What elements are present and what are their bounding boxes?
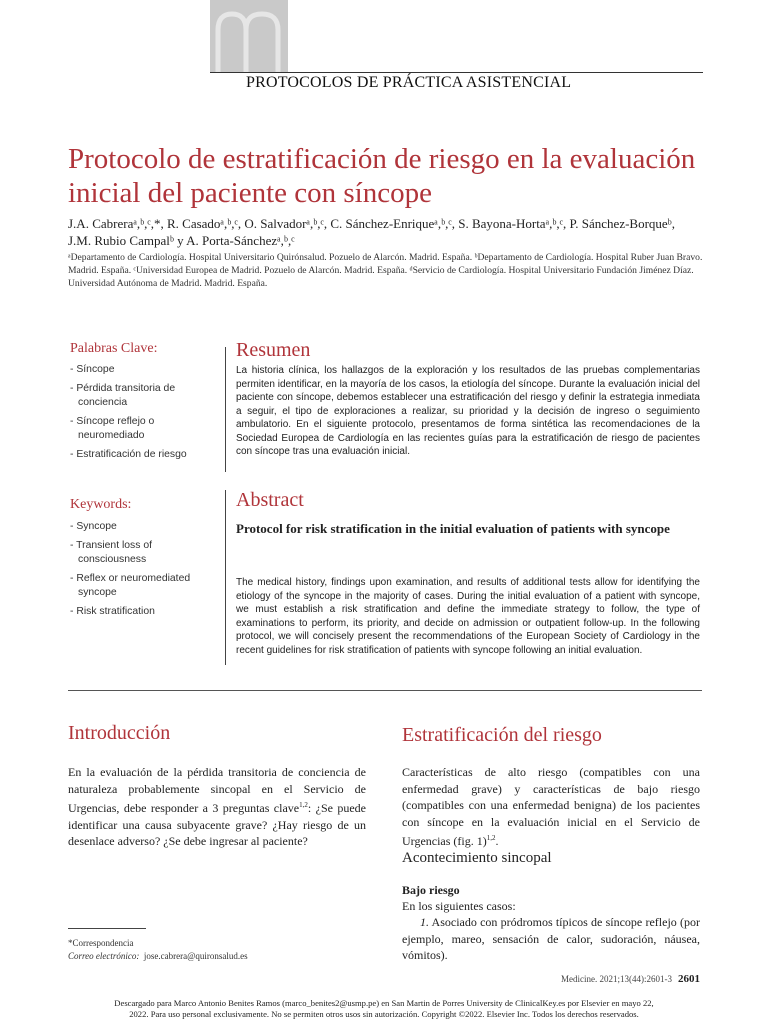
list-item: - Estratificación de riesgo: [70, 449, 187, 460]
column-divider: [225, 347, 226, 472]
reference-marker: 1,2: [299, 801, 308, 809]
resumen-heading: Resumen: [236, 339, 311, 361]
column-divider: [225, 490, 226, 665]
download-line-2: 2022. Para uso personal exclusivamente. No se permiten otros usos sin autorización. Copyright ©2022. Elsevier Inc. Todos los derechos reservados.: [129, 1009, 639, 1019]
article-title: Protocolo de estratificación de riesgo en la evaluación inicial del paciente con síncope: [68, 143, 696, 209]
download-notice: [60, 998, 708, 1020]
introduccion-heading: Introducción: [68, 722, 171, 744]
body-text: : ¿Se puede identificar una causa subyacente grave? ¿Hay riesgo de un desenlace adverso? ¿Se debe ingresar al paciente?: [68, 801, 366, 848]
list-item: - Síncope: [70, 364, 115, 375]
abstract-heading: Abstract: [236, 489, 304, 511]
abstract-subtitle: Protocol for risk stratification in the initial evaluation of patients with syncope: [236, 521, 670, 536]
list-item: - Syncope: [70, 521, 117, 532]
acontecimiento-subheading: Acontecimiento sincopal: [402, 850, 552, 866]
estratificacion-body: [402, 764, 700, 850]
keywords-heading: Keywords:: [70, 497, 132, 512]
author-line-1: J.A. Cabreraᵃ,ᵇ,ᶜ,*, R. Casadoᵃ,ᵇ,ᶜ, O. Salvadorᵃ,ᵇ,ᶜ, C. Sánchez-Enriqueᵃ,ᵇ,ᶜ, S. Bayona-Hortaᵃ,ᵇ,ᶜ, P. Sánchez-Borqueᵇ,: [68, 216, 675, 231]
estratificacion-heading: Estratificación del riesgo: [402, 724, 602, 746]
download-line-1: Descargado para Marco Antonio Benites Ramos (marco_benites2@usmp.pe) en San Martin de Porres University de ClinicalKey.es por Elsevier en mayo 22,: [114, 998, 654, 1008]
journal-logo-icon: [210, 0, 288, 78]
list-item: - Reflex or neuromediated syncope: [70, 573, 191, 598]
palabras-clave-heading: Palabras Clave:: [70, 341, 158, 356]
page-number: 2601: [678, 973, 700, 985]
section-label: PROTOCOLOS DE PRÁCTICA ASISTENCIAL: [246, 74, 572, 91]
author-line-2: J.M. Rubio Campalᵇ y A. Porta-Sánchezᵃ,ᵇ,ᶜ: [68, 233, 295, 248]
list-item: - Pérdida transitoria de conciencia: [70, 383, 176, 408]
email-label: Correo electrónico:: [68, 951, 140, 961]
body-text: En la evaluación de la pérdida transitoria de conciencia de naturaleza probablemente sincopal en el Servicio de Urgencias, debe responder a 3 preguntas clave: [68, 765, 366, 815]
list-item: - Transient loss of consciousness: [70, 540, 153, 565]
abstract-body: The medical history, findings upon examination, and results of additional tests allow for identifying the etiology of the syncope in the majority of cases. During the initial evaluation of a patient with syncope, we must establish a risk stratification and define the immediate strategy to follow, the type of examinations to perform, its priority, and decide on admission or outpatient follow-up. In the following protocol, we will concisely present the recommendations of the European Society of Cardiology in the recent guidelines for risk stratification of patients with syncope following an initial evaluation.: [236, 577, 700, 656]
list-item: - Síncope reflejo o neuromediado: [70, 416, 155, 441]
reference-marker: 1,2: [486, 834, 496, 842]
section-rule: [68, 690, 702, 691]
casos-intro: En los siguientes casos:: [402, 899, 516, 913]
author-list: [68, 215, 708, 249]
body-text: Características de alto riesgo (compatibles con una enfermedad grave) y características de bajo riesgo (compatibles con una enfermedad benigna) de los pacientes con síncope en la evaluación inicial en el Servicio de Urgencias (fig. 1): [402, 765, 700, 848]
email-link[interactable]: jose.cabrera@quironsalud.es: [143, 951, 248, 961]
footnote-rule: [68, 928, 146, 929]
list-item: - Risk stratification: [70, 606, 155, 617]
footnote: [68, 937, 248, 963]
body-text: .: [495, 834, 499, 848]
resumen-body: La historia clínica, los hallazgos de la exploración y los resultados de las pruebas complementarias permiten identificar, en la mayoría de los casos, la etiología del síncope. Durante la evaluación inicial del paciente con síncope, debemos establecer una estratificación del riesgo y definir la estrategia inmediata a seguir, el tipo de exploraciones a realizar, su prioridad y la decisión de ingreso o seguimiento ambulatorio. En el siguiente protocolo, presentamos de forma sintética las recomendaciones de la Sociedad Europea de Cardiología en las recientes guías para la estratificación de riesgo de pacientes con síncope tras una evaluación inicial.: [236, 365, 700, 457]
header-rule: [210, 72, 703, 73]
citation-text: Medicine. 2021;13(44):2601-3: [561, 974, 672, 984]
bajo-riesgo-label: Bajo riesgo: [402, 883, 460, 897]
affiliations: ᵃDepartamento de Cardiología. Hospital Universitario Quirónsalud. Pozuelo de Alarcón. Madrid. España. ᵇDepartamento de Cardiología. Hospital Ruber Juan Bravo. Madrid. España. ᶜUniversidad Europea de Madrid. Pozuelo de Alarcón. Madrid. España. ᵈServicio de Cardiología. Hospital Universitario Fundación Jiménez Díaz. Universidad Autónoma de Madrid. Madrid. España.: [68, 252, 703, 289]
list-item: [402, 914, 700, 964]
page-citation: [561, 973, 700, 985]
keywords-list: [70, 520, 210, 624]
introduccion-body: [68, 764, 366, 850]
palabras-clave-list: [70, 363, 210, 467]
body-text: Asociado con pródromos típicos de síncope reflejo (por ejemplo, mareo, sensación de calor, sudoración, náusea, vómitos).: [402, 915, 700, 962]
item-number: 1.: [420, 915, 429, 929]
correspondence-label: *Correspondencia: [68, 938, 134, 948]
